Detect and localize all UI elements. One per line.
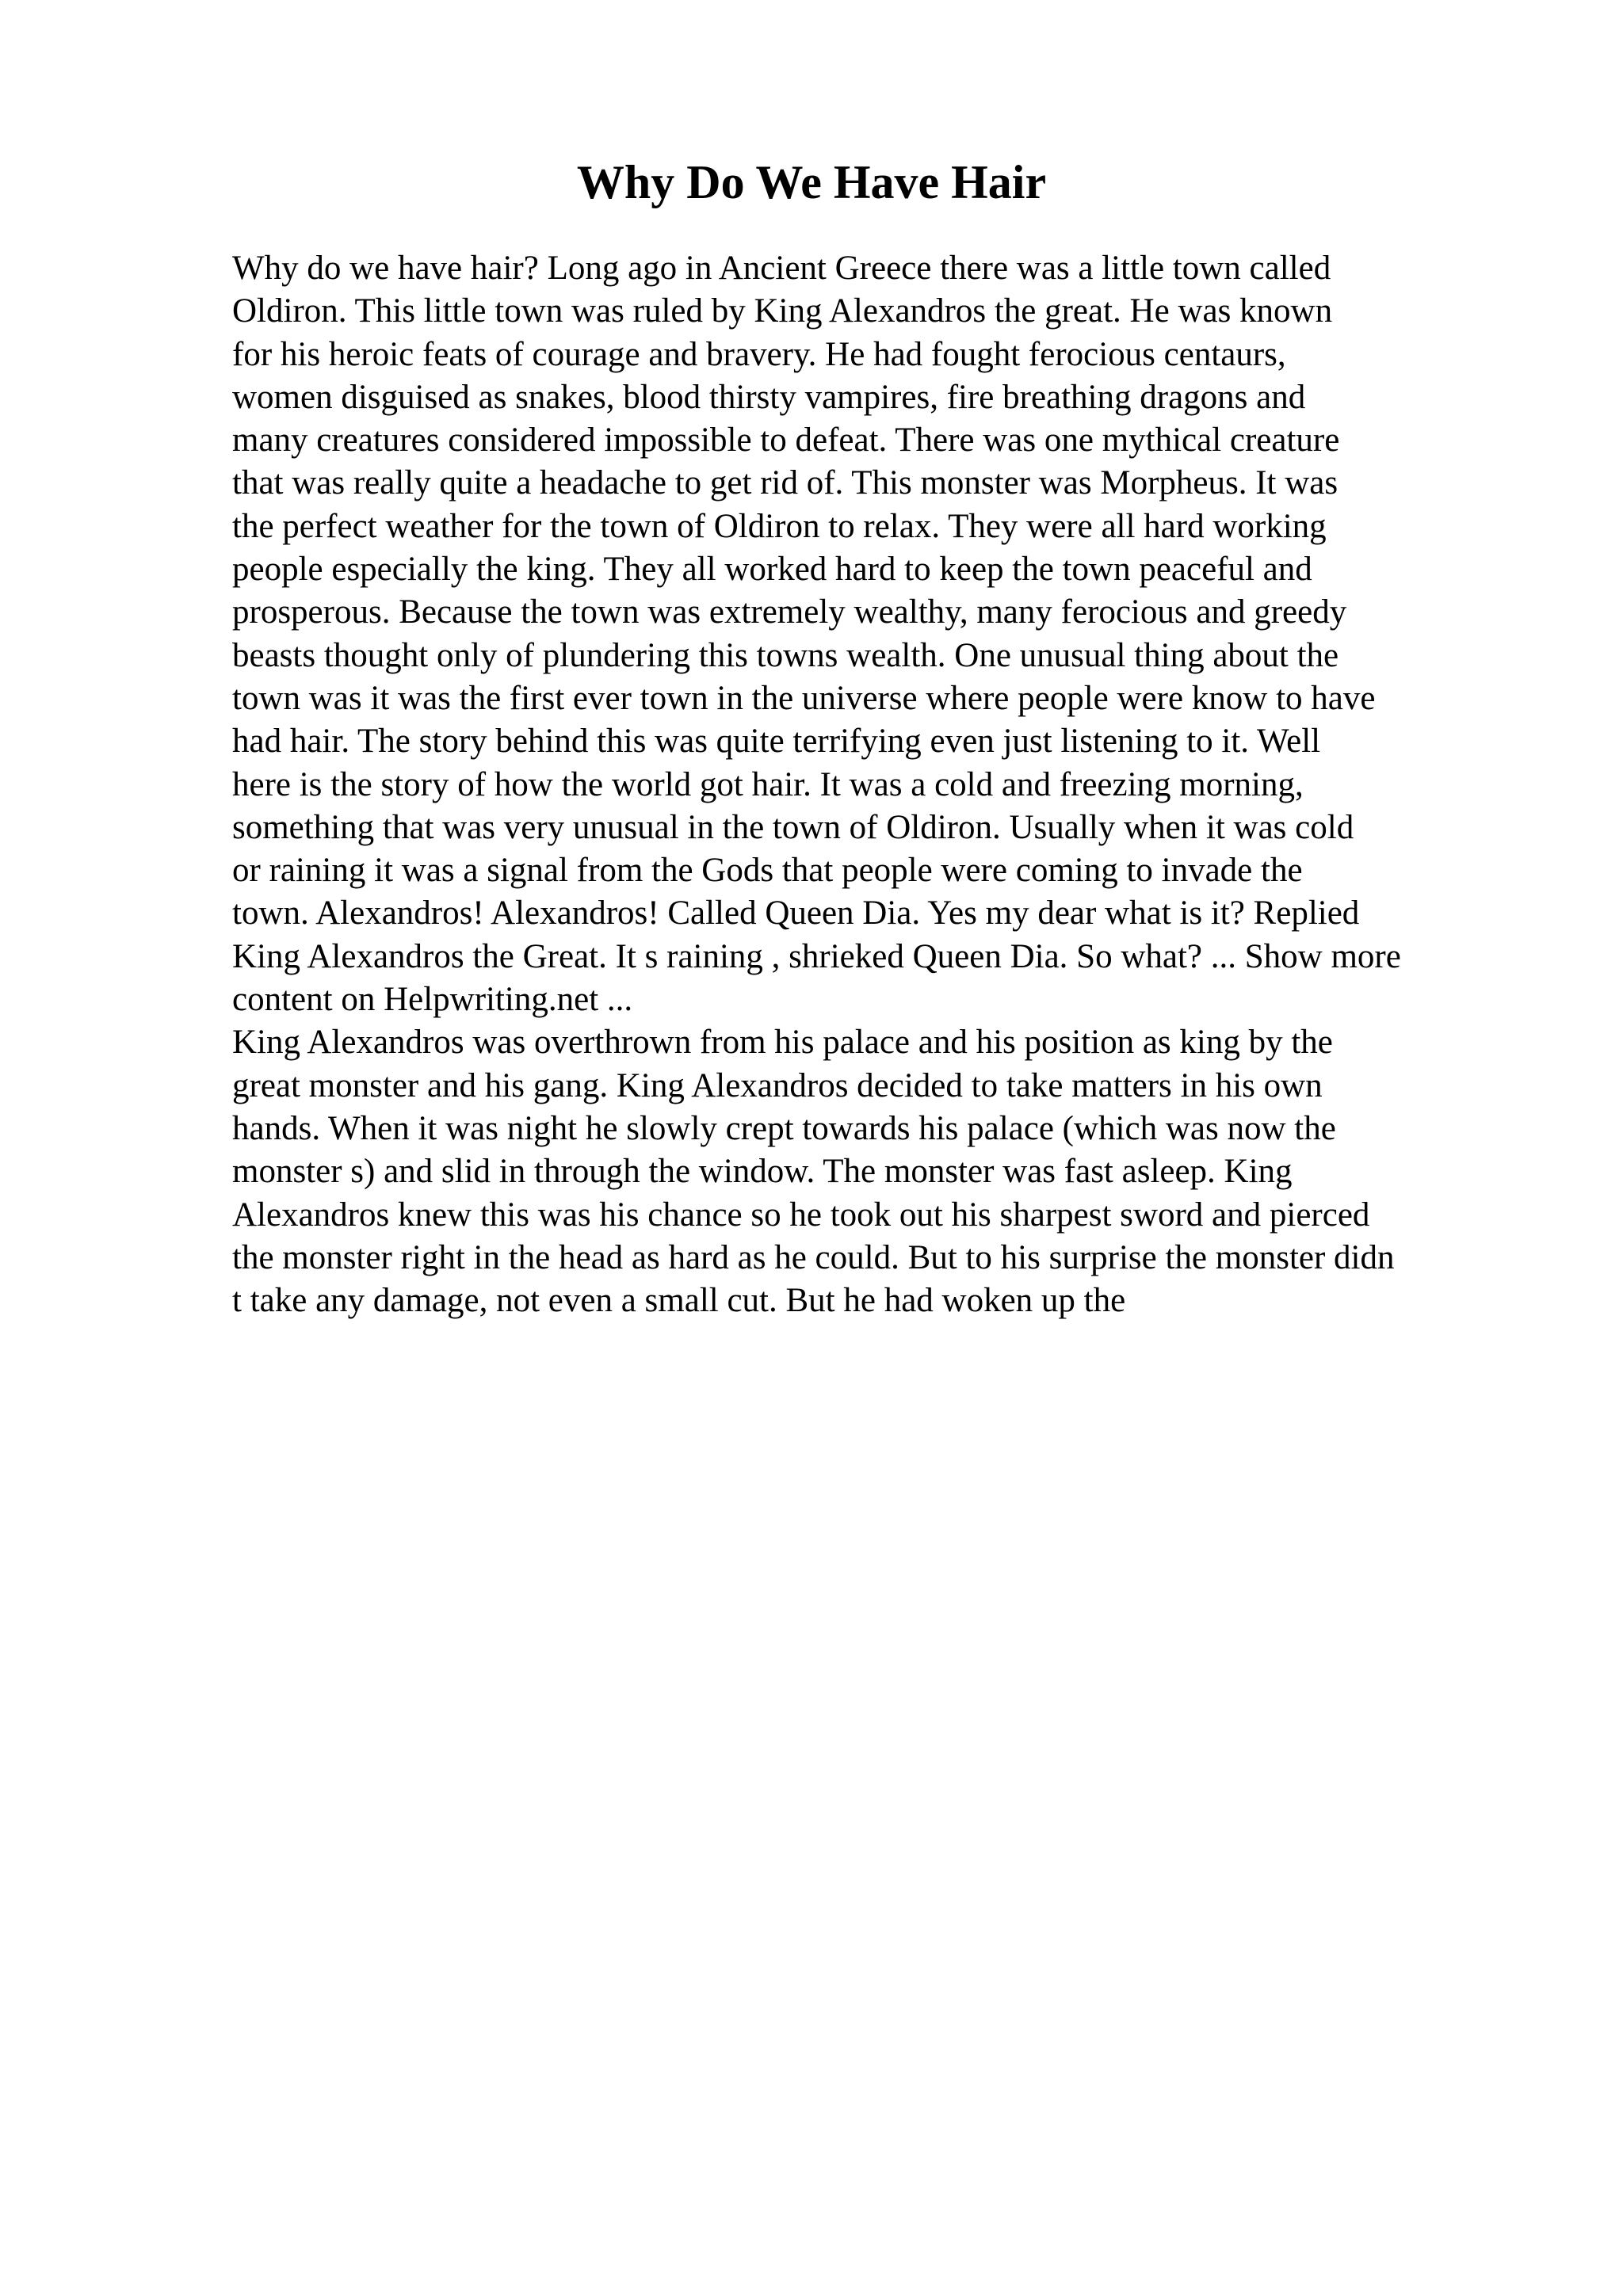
body-line: prosperous. Because the town was extremely wealthy, many ferocious and greedy	[232, 593, 1347, 631]
body-line: Why do we have hair? Long ago in Ancient Greece there was a little town called	[232, 250, 1331, 287]
body-line: Alexandros knew this was his chance so he took out his sharpest sword and pierced	[232, 1196, 1370, 1234]
document-title: Why Do We Have Hair	[576, 156, 1047, 208]
body-line: content on Helpwriting.net ...	[232, 981, 633, 1019]
body-line: King Alexandros the Great. It s raining , shrieked Queen Dia. So what? ... Show more	[232, 937, 1401, 975]
body-line: beasts thought only of plundering this towns wealth. One unusual thing about the	[232, 636, 1339, 674]
body-line: town was it was the first ever town in the universe where people were know to have	[232, 679, 1376, 717]
body-line: Oldiron. This little town was ruled by King Alexandros the great. He was known	[232, 292, 1333, 330]
body-line: King Alexandros was overthrown from his palace and his position as king by the	[232, 1024, 1333, 1062]
body-line: for his heroic feats of courage and bravery. He had fought ferocious centaurs,	[232, 335, 1286, 373]
body-line: many creatures considered impossible to defeat. There was one mythical creature	[232, 421, 1340, 460]
body-line: something that was very unusual in the town of Oldiron. Usually when it was cold	[232, 808, 1354, 846]
body-line: the monster right in the head as hard as he could. But to his surprise the monster didn	[232, 1238, 1395, 1276]
body-line: monster s) and slid in through the window. The monster was fast asleep. King	[232, 1153, 1293, 1191]
body-line: town. Alexandros! Alexandros! Called Queen Dia. Yes my dear what is it? Replied	[232, 894, 1360, 933]
body-line: hands. When it was night he slowly crept towards his palace (which was now the	[232, 1109, 1336, 1147]
body-line: here is the story of how the world got hair. It was a cold and freezing morning,	[232, 765, 1304, 803]
body-line: or raining it was a signal from the Gods that people were coming to invade the	[232, 852, 1303, 890]
body-line: that was really quite a headache to get rid of. This monster was Morpheus. It was	[232, 464, 1338, 502]
body-line: t take any damage, not even a small cut. But he had woken up the	[232, 1282, 1126, 1320]
body-line: had hair. The story behind this was quite terrifying even just listening to it. Well	[232, 723, 1321, 761]
body-line: the perfect weather for the town of Oldiron to relax. They were all hard working	[232, 507, 1327, 545]
body-line: great monster and his gang. King Alexandros decided to take matters in his own	[232, 1066, 1323, 1104]
body-line: people especially the king. They all worked hard to keep the town peaceful and	[232, 551, 1312, 589]
document-body	[232, 247, 1516, 1322]
body-line: women disguised as snakes, blood thirsty vampires, fire breathing dragons and	[232, 378, 1306, 416]
